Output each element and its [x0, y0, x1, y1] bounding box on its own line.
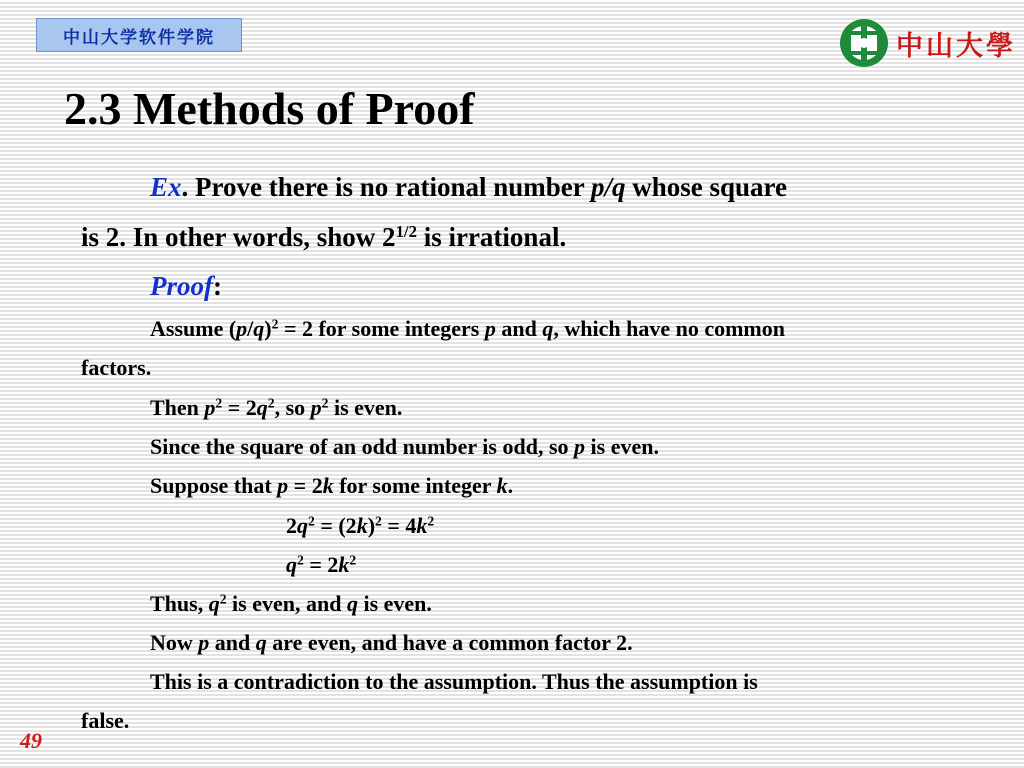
proof-heading: Proof: [150, 271, 222, 301]
equation-1: $2q^2 = (2k)^2 = 4k^2$ [286, 513, 435, 538]
suppose-line: Suppose that p = 2k for some integer k. [150, 473, 514, 498]
university-name: 中山大學 [896, 30, 1016, 62]
department-badge: 中山大学软件学院 [36, 18, 242, 52]
example-label: Ex [150, 172, 182, 202]
since-line: Since the square of an odd number is odd, so p is even. [150, 434, 659, 459]
example-line-1: Ex. Prove there is no rational number p/q whose square [150, 172, 788, 202]
slide-title: 2.3 Methods of Proof [64, 83, 475, 134]
thus-line: Thus, $q^2$ is even, and q is even. [150, 591, 432, 616]
proof-label: Proof [150, 271, 213, 301]
example-line-2: is 2. In other words, show $2^{1/2}$ is irrational. [81, 221, 567, 252]
assume-continuation: factors. [81, 355, 152, 380]
contradiction-continuation: false. [81, 708, 130, 733]
now-line: Now p and q are even, and have a common factor 2. [150, 630, 633, 655]
contradiction-line: This is a contradiction to the assumption. Thus the assumption is [150, 669, 758, 694]
equation-2: $q^2 = 2k^2$ [286, 552, 357, 577]
assume-line: Assume $(p/q)^2 = 2$ for some integers p and q, which have no common [150, 316, 785, 341]
then-line: Then $p^2 = 2q^2$, so $p^2$ is even. [150, 395, 403, 420]
university-logo [838, 14, 1016, 72]
university-emblem-icon [838, 17, 890, 69]
page-number: 49 [20, 728, 42, 753]
